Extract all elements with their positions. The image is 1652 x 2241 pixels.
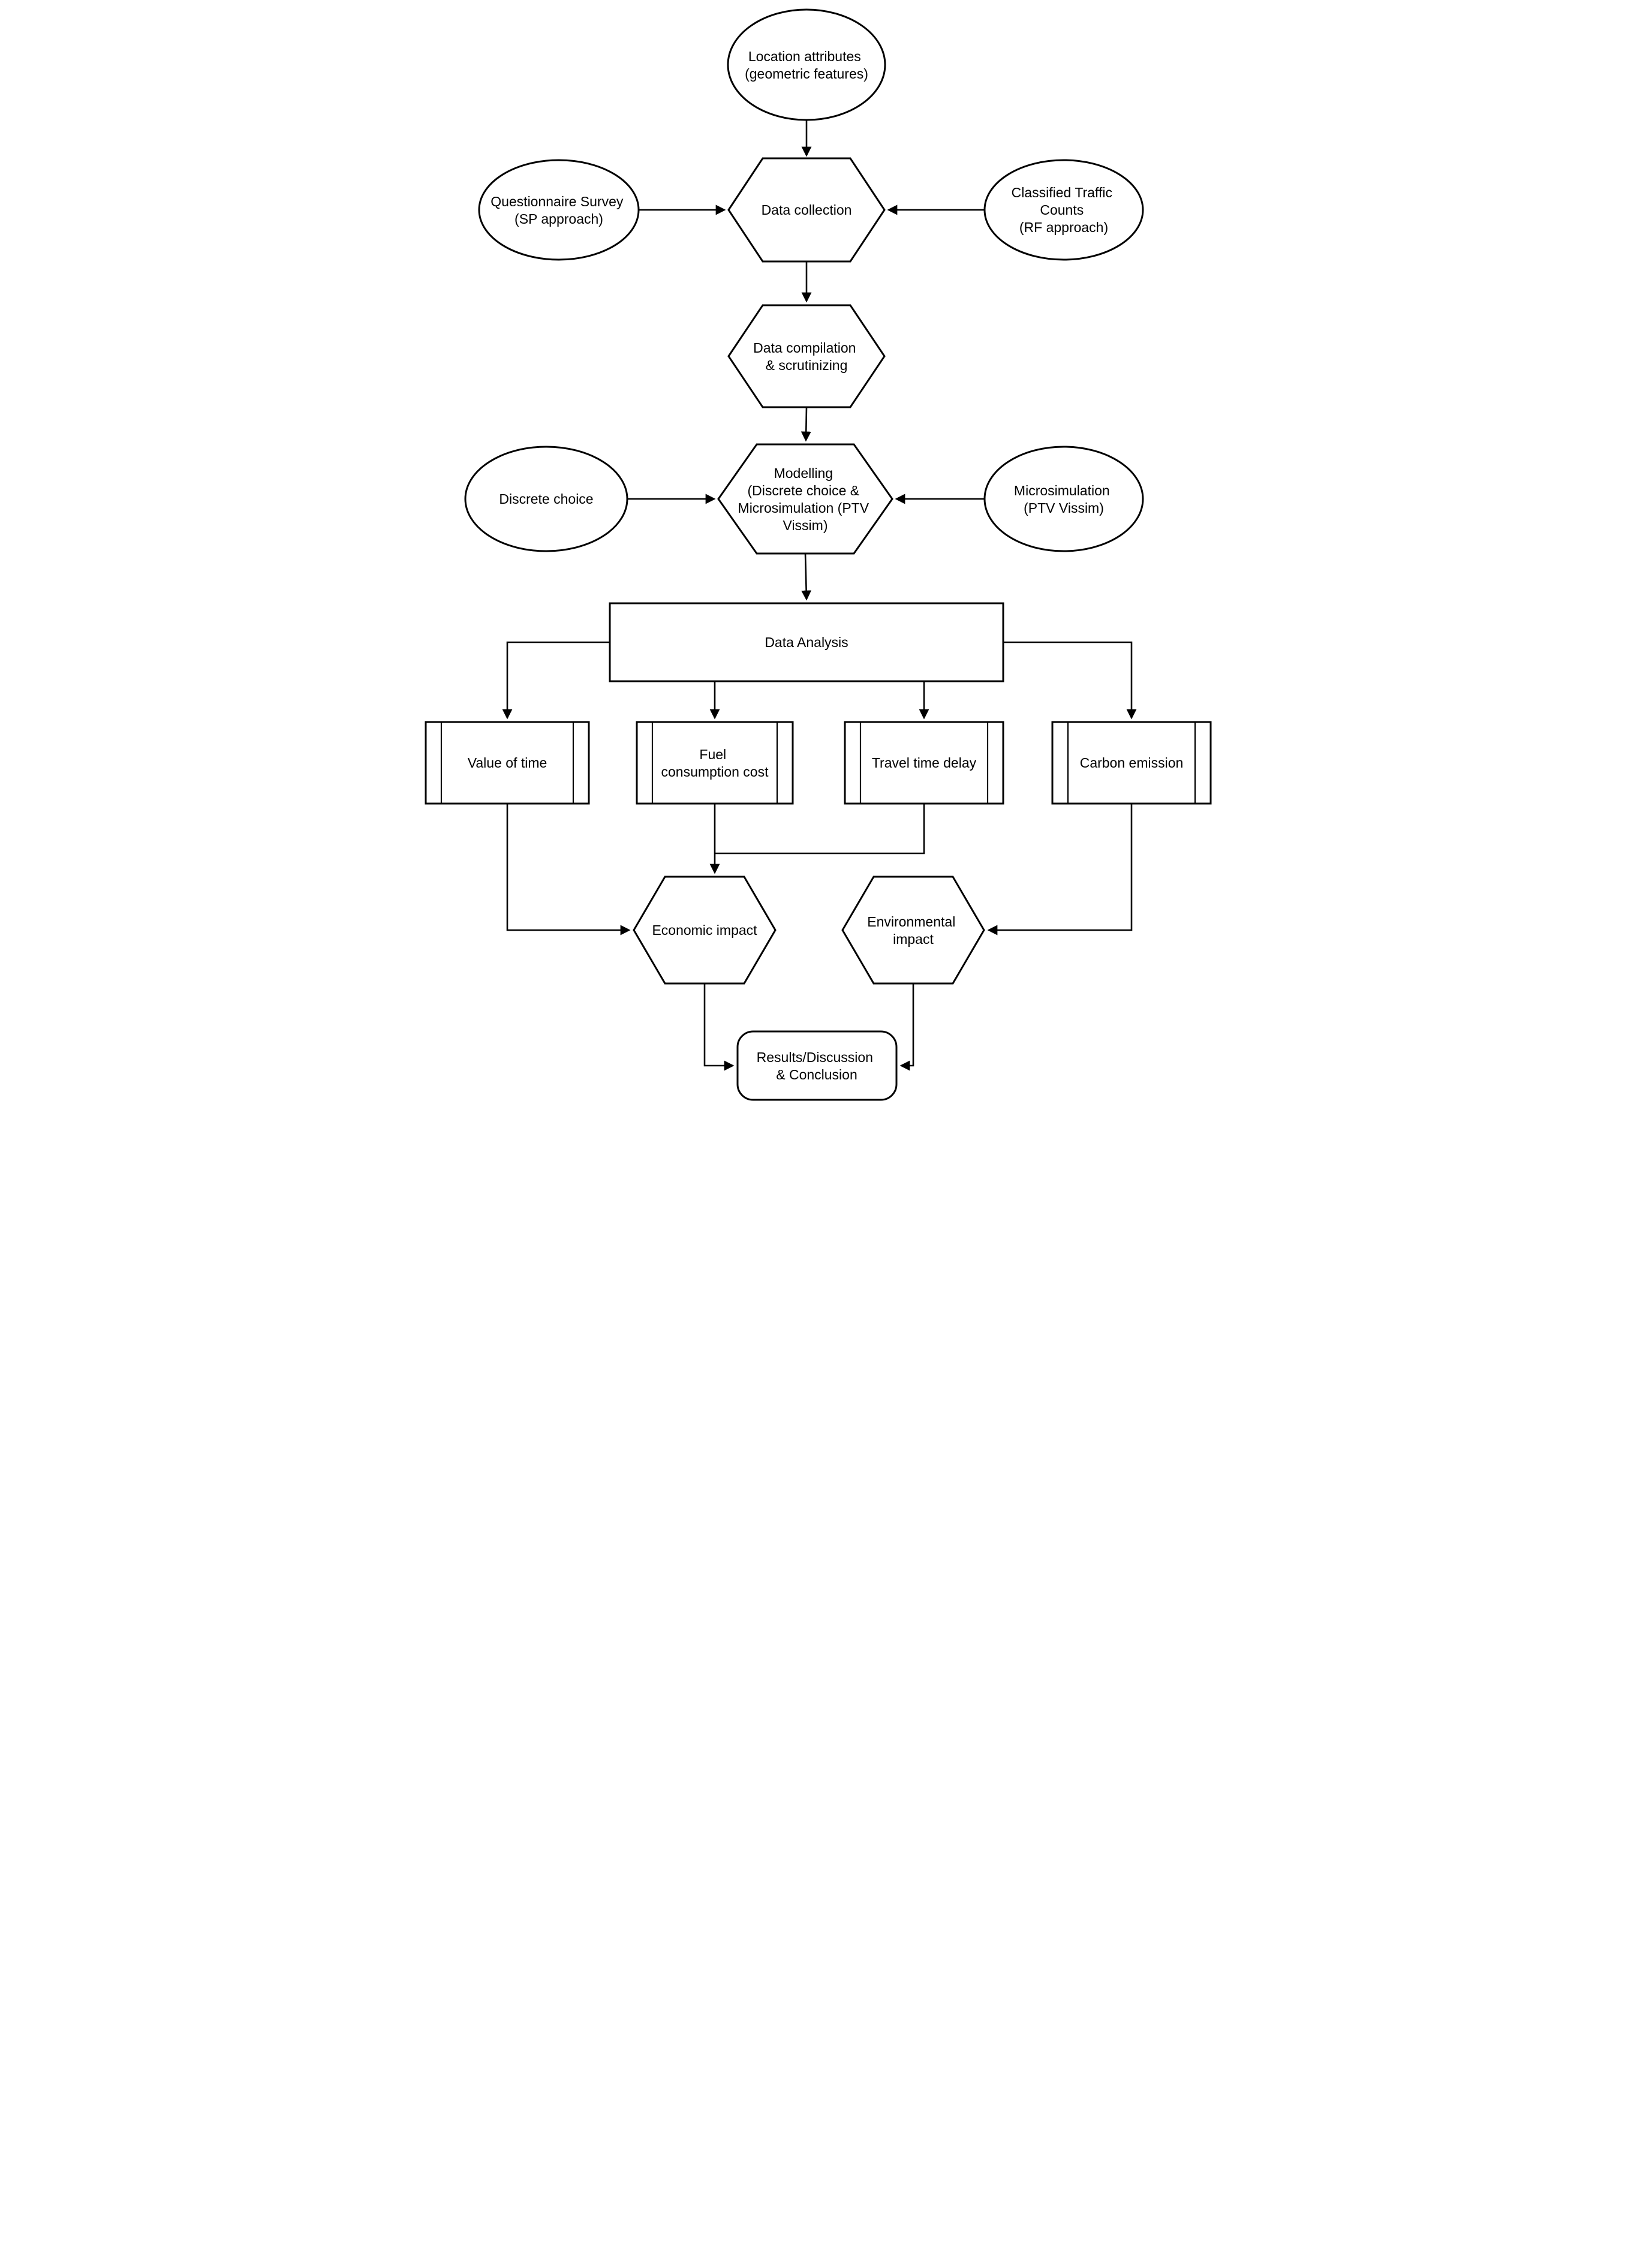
connector-travel-time-delay-merge xyxy=(715,804,924,853)
data-compilation-label: Data compilation & scrutinizing xyxy=(753,340,856,373)
node-fuel-consumption-cost xyxy=(637,722,793,804)
node-microsimulation xyxy=(985,447,1143,551)
location-attributes-ellipse xyxy=(728,10,885,120)
node-results xyxy=(738,1031,896,1100)
node-data-analysis xyxy=(610,603,1003,681)
questionnaire-survey-label: Questionnaire Survey (SP approach) xyxy=(490,194,623,227)
fuel-consumption-cost-rect xyxy=(637,722,793,804)
classified-traffic-counts-label: Classified Traffic Counts (RF approach) xyxy=(1011,185,1112,235)
node-classified-traffic-counts xyxy=(985,160,1143,260)
data-compilation-hexagon xyxy=(729,305,884,407)
node-environmental-impact xyxy=(842,877,984,983)
microsimulation-ellipse xyxy=(985,447,1143,551)
results-label: Results/Discussion & Conclusion xyxy=(756,1049,873,1082)
connector-data-analysis-to-value-of-time xyxy=(507,642,610,718)
fuel-consumption-cost-label: Fuel consumption cost xyxy=(661,747,768,780)
flowchart-canvas xyxy=(413,2,1239,1123)
node-data-collection xyxy=(729,158,884,261)
connector-economic-impact-to-results xyxy=(705,983,733,1066)
questionnaire-survey-ellipse xyxy=(479,160,639,260)
node-questionnaire-survey xyxy=(479,160,639,260)
node-value-of-time xyxy=(426,722,589,804)
node-discrete-choice xyxy=(465,447,627,551)
value-of-time-label: Value of time xyxy=(467,755,547,771)
connector-carbon-emission-to-environmental-impact xyxy=(989,804,1132,930)
connector-environmental-impact-to-results xyxy=(901,983,913,1066)
node-economic-impact xyxy=(634,877,775,983)
node-carbon-emission xyxy=(1052,722,1211,804)
location-attributes-label: Location attributes (geometric features) xyxy=(744,49,868,82)
flowchart-stage xyxy=(413,0,1239,1126)
node-travel-time-delay xyxy=(845,722,1003,804)
connector-value-of-time-to-economic-impact xyxy=(507,804,629,930)
environmental-impact-hexagon xyxy=(842,877,984,983)
travel-time-delay-label: Travel time delay xyxy=(871,755,976,771)
connector-data-analysis-to-carbon-emission xyxy=(1003,642,1132,718)
data-analysis-label: Data Analysis xyxy=(764,634,848,650)
carbon-emission-label: Carbon emission xyxy=(1079,755,1183,771)
node-data-compilation xyxy=(729,305,884,407)
connector-data-compilation-to-modelling xyxy=(806,407,807,440)
node-modelling xyxy=(718,444,892,554)
connector-modelling-to-data-analysis xyxy=(805,554,807,599)
discrete-choice-label: Discrete choice xyxy=(498,491,594,507)
results-rounded-rect xyxy=(738,1031,896,1100)
economic-impact-label: Economic impact xyxy=(651,922,757,938)
microsimulation-label: Microsimulation (PTV Vissim) xyxy=(1013,483,1110,516)
modelling-hexagon xyxy=(718,444,892,554)
node-location-attributes xyxy=(728,10,885,120)
environmental-impact-label: Environmental impact xyxy=(866,914,955,947)
modelling-label: Modelling (Discrete choice & Microsimulation (PTV Vissim) xyxy=(738,465,869,533)
data-collection-label: Data collection xyxy=(761,202,851,218)
